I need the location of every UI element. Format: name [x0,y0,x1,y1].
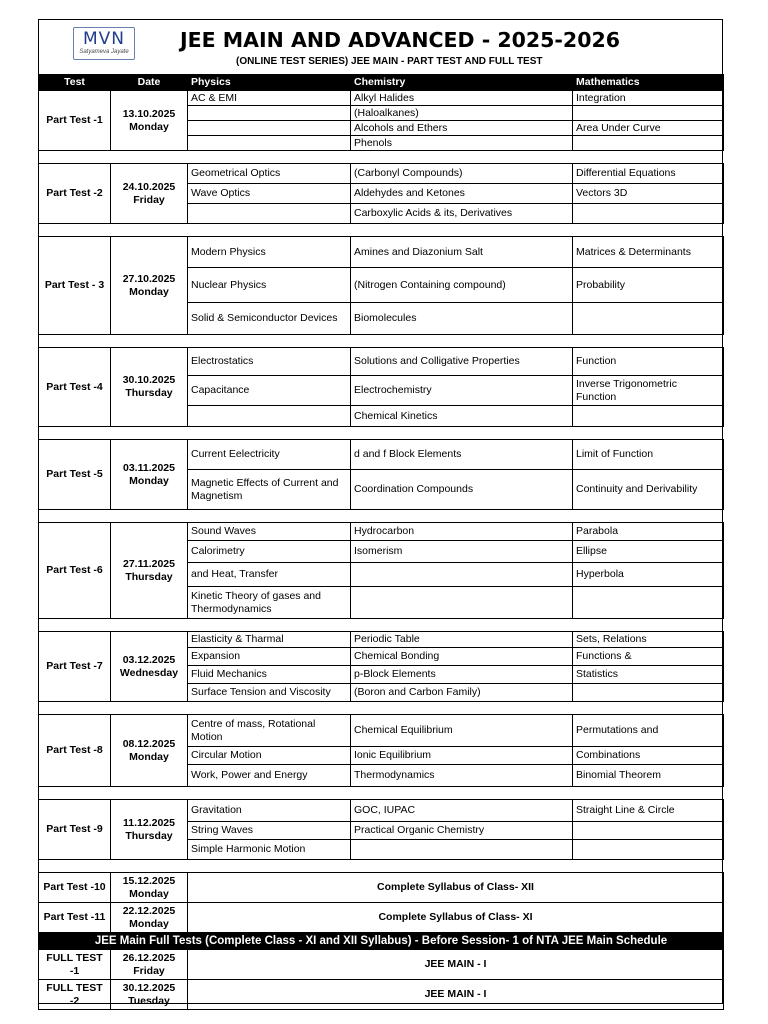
physics-topic: Sound Waves [188,523,351,541]
test-date-cell [111,440,188,510]
spacer-cell [39,151,724,164]
table-row [39,164,724,184]
chemistry-topic: Phenols [351,136,573,151]
test-date: 15.12.2025 [122,874,176,887]
test-day: Monday [129,285,169,298]
spacer-cell [39,335,724,348]
table-header-row [39,75,724,91]
mathematics-topic: Vectors 3D [573,184,724,204]
chemistry-topic: Chemical Bonding [351,648,573,666]
test-name: FULL TEST -1 [39,950,111,980]
test-name: Part Test -11 [39,903,111,933]
physics-topic [188,106,351,121]
physics-topic: Surface Tension and Viscosity [188,684,351,702]
chemistry-topic: Coordination Compounds [351,470,573,510]
test-day: Monday [129,474,169,487]
chemistry-topic: Thermodynamics [351,765,573,787]
chemistry-topic: (Boron and Carbon Family) [351,684,573,702]
chemistry-topic: Biomolecules [351,303,573,335]
test-date: 26.12.2025 [122,951,176,964]
physics-topic: Gravitation [188,800,351,822]
chemistry-topic: Carboxylic Acids & its, Derivatives [351,204,573,224]
test-date: 30.12.2025 [122,981,176,994]
exam-cell: JEE MAIN - I [188,950,724,980]
test-date-cell [111,715,188,787]
mathematics-topic [573,106,724,121]
header-mathematics: Mathematics [573,75,724,91]
mathematics-topic [573,840,724,860]
physics-topic [188,136,351,151]
header-chemistry: Chemistry [351,75,573,91]
test-day: Tuesday [128,994,170,1007]
mathematics-topic: Probability [573,268,724,303]
chemistry-topic: Practical Organic Chemistry [351,822,573,840]
physics-topic: AC & EMI [188,91,351,106]
spacer-cell [39,224,724,237]
physics-topic: Elasticity & Tharmal [188,632,351,648]
test-date: 08.12.2025 [122,737,176,750]
test-name: Part Test -1 [39,91,111,151]
chemistry-topic: Hydrocarbon [351,523,573,541]
chemistry-topic: GOC, IUPAC [351,800,573,822]
physics-topic: Expansion [188,648,351,666]
physics-topic: String Waves [188,822,351,840]
test-date-cell [111,873,188,903]
spacer-row [39,224,724,237]
spacer-cell [39,787,724,800]
spacer-row [39,510,724,523]
test-day: Friday [133,964,165,977]
test-name: Part Test -10 [39,873,111,903]
page-title: JEE MAIN AND ADVANCED - 2025-2026 [180,28,620,52]
physics-topic: and Heat, Transfer [188,563,351,587]
physics-topic [188,204,351,224]
table-row [39,980,724,1010]
full-tests-banner-row [39,933,724,950]
chemistry-topic [351,587,573,619]
mathematics-topic: Statistics [573,666,724,684]
test-date: 03.11.2025 [123,461,175,474]
test-name: Part Test -8 [39,715,111,787]
test-date-cell [111,800,188,860]
mathematics-topic: Combinations [573,747,724,765]
header-date: Date [111,75,188,91]
physics-topic: Nuclear Physics [188,268,351,303]
mathematics-topic: Function [573,348,724,376]
mathematics-topic: Inverse Trigonometric Function [573,376,724,406]
test-name: Part Test -7 [39,632,111,702]
mathematics-topic: Parabola [573,523,724,541]
mathematics-topic [573,136,724,151]
chemistry-topic: Periodic Table [351,632,573,648]
table-row [39,715,724,747]
test-day: Monday [129,120,169,133]
spacer-row [39,335,724,348]
header-physics: Physics [188,75,351,91]
test-day: Thursday [125,570,173,583]
test-name: Part Test -2 [39,164,111,224]
test-date: 11.12.2025 [123,816,175,829]
chemistry-topic: Amines and Diazonium Salt [351,237,573,268]
chemistry-topic: Solutions and Colligative Properties [351,348,573,376]
table-row [39,440,724,470]
mathematics-topic: Straight Line & Circle [573,800,724,822]
spacer-row [39,702,724,715]
test-date: 27.10.2025 [122,272,176,285]
chemistry-topic: d and f Block Elements [351,440,573,470]
physics-topic: Kinetic Theory of gases and Thermodynamics [188,587,351,619]
test-date-cell [111,950,188,980]
test-day: Monday [129,917,169,930]
chemistry-topic: p-Block Elements [351,666,573,684]
mathematics-topic: Functions & [573,648,724,666]
test-date-cell [111,980,188,1010]
exam-cell: JEE MAIN - I [188,980,724,1010]
mathematics-topic: Sets, Relations [573,632,724,648]
chemistry-topic: (Haloalkanes) [351,106,573,121]
mathematics-topic: Matrices & Determinants [573,237,724,268]
test-name: Part Test -6 [39,523,111,619]
table-row [39,348,724,376]
table-row [39,237,724,268]
test-name: Part Test -9 [39,800,111,860]
chemistry-topic: Chemical Equilibrium [351,715,573,747]
physics-topic: Centre of mass, Rotational Motion [188,715,351,747]
logo-mark: MVN [82,29,125,49]
test-date: 27.11.2025 [123,557,175,570]
schedule-table [38,74,724,1010]
test-date-cell [111,237,188,335]
spacer-row [39,619,724,632]
spacer-row [39,427,724,440]
chemistry-topic: Chemical Kinetics [351,406,573,427]
test-name: Part Test -4 [39,348,111,427]
physics-topic: Fluid Mechanics [188,666,351,684]
physics-topic: Work, Power and Energy [188,765,351,787]
test-day: Thursday [125,387,173,399]
chemistry-topic: (Nitrogen Containing compound) [351,268,573,303]
chemistry-topic: (Carbonyl Compounds) [351,164,573,184]
syllabus-cell: Complete Syllabus of Class- XII [188,873,724,903]
chemistry-topic: Isomerism [351,541,573,563]
test-day: Wednesday [119,666,179,679]
physics-topic: Circular Motion [188,747,351,765]
chemistry-topic [351,840,573,860]
full-tests-banner: JEE Main Full Tests (Complete Class - XI and XII Syllabus) - Before Session- 1 of NTA JEE Main Schedule [39,933,724,950]
spacer-cell [39,860,724,873]
test-date: 03.12.2025 [122,653,176,666]
chemistry-topic: Alkyl Halides [351,91,573,106]
spacer-row [39,787,724,800]
table-row [39,903,724,933]
test-day: Friday [133,193,165,206]
table-row [39,523,724,541]
spacer-cell [39,619,724,632]
physics-topic: Electrostatics [188,348,351,376]
mathematics-topic: Differential Equations [573,164,724,184]
mathematics-topic: Continuity and Derivability [573,470,724,510]
test-date: 22.12.2025 [122,904,176,917]
physics-topic: Capacitance [188,376,351,406]
table-row [39,950,724,980]
mathematics-topic: Integration [573,91,724,106]
spacer-row [39,860,724,873]
test-date: 13.10.2025 [122,107,176,120]
table-row [39,91,724,106]
physics-topic [188,121,351,136]
table-row [39,632,724,648]
test-name: FULL TEST -2 [39,980,111,1010]
mathematics-topic: Area Under Curve [573,121,724,136]
test-day: Monday [129,887,169,900]
spacer-cell [39,510,724,523]
mathematics-topic [573,684,724,702]
table-row [39,800,724,822]
mathematics-topic: Binomial Theorem [573,765,724,787]
spacer-cell [39,702,724,715]
test-name: Part Test -5 [39,440,111,510]
test-date: 30.10.2025 [122,374,176,386]
test-date-cell [111,91,188,151]
test-date-cell [111,632,188,702]
syllabus-cell: Complete Syllabus of Class- XI [188,903,724,933]
logo-tagline: Satyameva Jayate [79,49,129,55]
mathematics-topic: Ellipse [573,541,724,563]
test-name: Part Test - 3 [39,237,111,335]
spacer-cell [39,427,724,440]
physics-topic: Solid & Semiconductor Devices [188,303,351,335]
header-test: Test [39,75,111,91]
chemistry-topic: Aldehydes and Ketones [351,184,573,204]
mathematics-topic [573,587,724,619]
page-subtitle: (ONLINE TEST SERIES) JEE MAIN - PART TEST AND FULL TEST [236,56,543,67]
mathematics-topic [573,822,724,840]
test-day: Monday [129,750,169,763]
chemistry-topic: Alcohols and Ethers [351,121,573,136]
mathematics-topic: Hyperbola [573,563,724,587]
physics-topic: Current Eelectricity [188,440,351,470]
test-date-cell [111,348,188,427]
physics-topic [188,406,351,427]
test-date: 24.10.2025 [122,180,176,193]
physics-topic: Modern Physics [188,237,351,268]
test-date-cell [111,903,188,933]
mathematics-topic [573,204,724,224]
test-date-cell [111,164,188,224]
chemistry-topic: Ionic Equilibrium [351,747,573,765]
chemistry-topic: Electrochemistry [351,376,573,406]
mathematics-topic: Permutations and [573,715,724,747]
mathematics-topic: Limit of Function [573,440,724,470]
physics-topic: Geometrical Optics [188,164,351,184]
physics-topic: Simple Harmonic Motion [188,840,351,860]
chemistry-topic [351,563,573,587]
mvn-logo [73,27,135,60]
test-day: Thursday [125,829,173,842]
spacer-row [39,151,724,164]
mathematics-topic [573,303,724,335]
physics-topic: Magnetic Effects of Current and Magnetism [188,470,351,510]
table-row [39,873,724,903]
mathematics-topic [573,406,724,427]
physics-topic: Wave Optics [188,184,351,204]
physics-topic: Calorimetry [188,541,351,563]
test-date-cell [111,523,188,619]
